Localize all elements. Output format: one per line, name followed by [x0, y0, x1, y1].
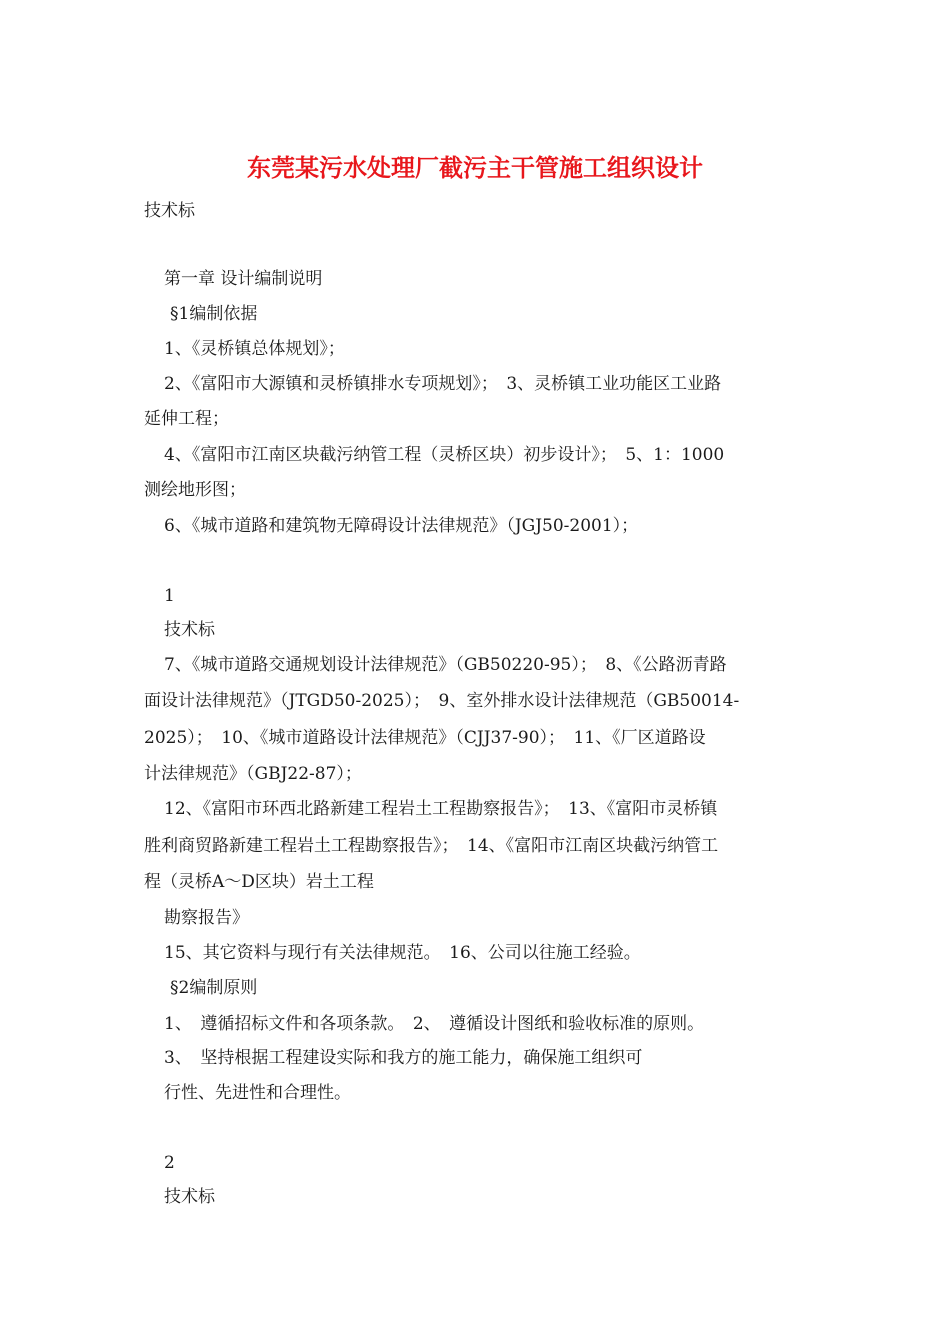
page-header: 技术标: [164, 620, 215, 640]
paragraph-line: 12、《富阳市环西北路新建工程岩土工程勘察报告》； 13、《富阳市灵桥镇: [164, 799, 718, 819]
paragraph-line: 胜利商贸路新建工程岩土工程勘察报告》； 14、《富阳市江南区块截污纳管工: [144, 836, 719, 856]
paragraph-line: 面设计法律规范》（JTGD50-2025）； 9、室外排水设计法律规范（GB50014-: [144, 691, 740, 711]
page-number: 2: [164, 1153, 175, 1173]
paragraph-line: 计法律规范》（GBJ22-87）；: [144, 764, 362, 784]
chapter-heading: 第一章 设计编制说明: [164, 269, 323, 289]
paragraph-line: 6、《城市道路和建筑物无障碍设计法律规范》（JGJ50-2001）；: [164, 516, 639, 536]
paragraph-line: 程（灵桥A～D区块）岩土工程: [144, 872, 374, 892]
paragraph-line: 勘察报告》: [164, 908, 249, 928]
paragraph-line: 15、其它资料与现行有关法律规范。 16、公司以往施工经验。: [164, 943, 641, 963]
paragraph-line: 4、《富阳市江南区块截污纳管工程（灵桥区块）初步设计》； 5、1：1000: [164, 445, 725, 465]
paragraph-line: 测绘地形图；: [144, 480, 246, 500]
paragraph-line: 7、《城市道路交通规划设计法律规范》（GB50220-95）； 8、《公路沥青路: [164, 655, 727, 675]
paragraph-line: 行性、先进性和合理性。: [164, 1083, 351, 1103]
page-header: 技术标: [144, 201, 195, 221]
section-heading: §1编制依据: [170, 304, 258, 324]
paragraph-line: 1、《灵桥镇总体规划》；: [164, 339, 345, 359]
paragraph-line: 2、《富阳市大源镇和灵桥镇排水专项规划》； 3、灵桥镇工业功能区工业路: [164, 374, 722, 394]
paragraph-line: 3、 坚持根据工程建设实际和我方的施工能力，确保施工组织可: [164, 1048, 643, 1068]
paragraph-line: 2025）； 10、《城市道路设计法律规范》（CJJ37-90）； 11、《厂区道路设: [144, 728, 706, 748]
paragraph-line: 延伸工程；: [144, 409, 229, 429]
paragraph-line: 1、 遵循招标文件和各项条款。 2、 遵循设计图纸和验收标准的原则。: [164, 1014, 705, 1034]
page-header: 技术标: [164, 1187, 215, 1207]
section-heading: §2编制原则: [170, 978, 258, 998]
document-title: 东莞某污水处理厂截污主干管施工组织设计: [247, 153, 703, 182]
page-number: 1: [164, 586, 175, 606]
